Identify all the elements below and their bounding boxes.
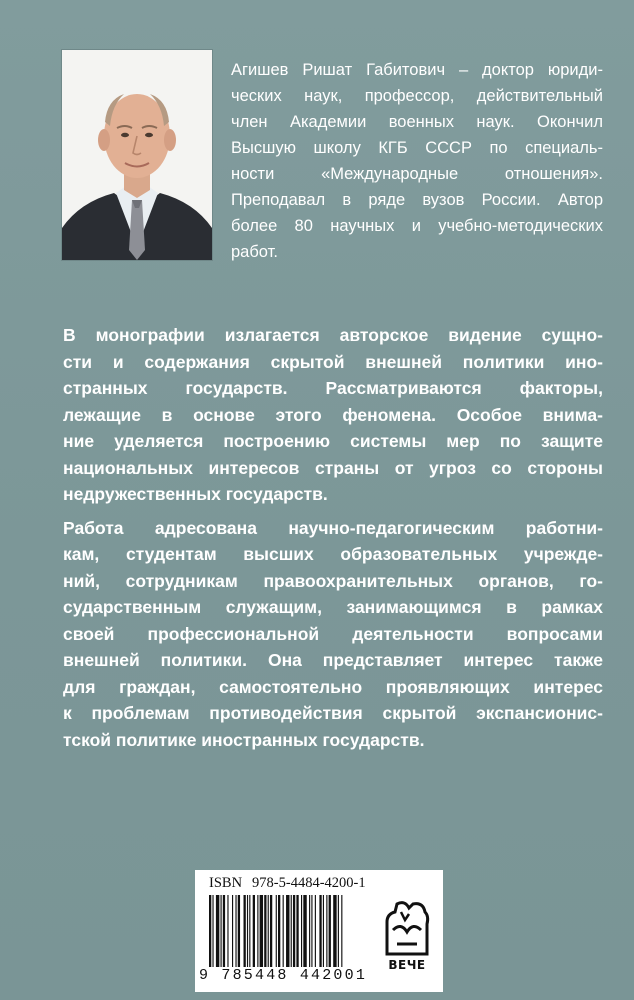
abstract-line: к проблемам противодействия скрытой экспансионис- bbox=[63, 703, 603, 723]
abstract-line: Работа адресована научно-педагогическим работни- bbox=[63, 517, 603, 538]
abstract-line: ний, сотрудникам правоохранительных органов, го- bbox=[63, 570, 603, 591]
bio-line: более 80 научных и учебно-методических bbox=[231, 217, 603, 235]
abstract-line: национальных интересов страны от угроз со стороны bbox=[63, 457, 603, 478]
abstract-line: сти и содержания скрытой внешней политики ино- bbox=[63, 351, 603, 372]
abstract-line: ние уделяется построению системы мер по защите bbox=[63, 431, 603, 451]
bio-line: Высшую школу КГБ СССР по специаль- bbox=[231, 139, 603, 157]
barcode-icon bbox=[209, 895, 375, 967]
author-photo bbox=[62, 50, 212, 260]
bio-line: работ. bbox=[231, 243, 278, 261]
barcode-digits: 9 785448 442001 bbox=[199, 967, 368, 984]
isbn-text bbox=[209, 875, 366, 892]
author-bio bbox=[231, 57, 603, 265]
abstract-line: внешней политики. Она представляет интерес также bbox=[63, 650, 603, 670]
bio-line: Агишев Ришат Габитович – доктор юриди- bbox=[231, 61, 603, 79]
isbn-label: ISBN bbox=[209, 875, 243, 891]
abstract-line: странных государств. Рассматриваются факторы, bbox=[63, 378, 603, 398]
abstract-line: недружественных государств. bbox=[63, 484, 328, 504]
author-portrait-icon bbox=[62, 50, 212, 260]
isbn-number: 978-5-4484-4200-1 bbox=[252, 875, 366, 891]
bio-line: член Академии военных наук. Окончил bbox=[231, 113, 603, 131]
veche-publisher-logo-icon bbox=[383, 900, 431, 956]
book-abstract bbox=[63, 322, 603, 753]
abstract-paragraph-1 bbox=[63, 322, 603, 508]
abstract-line: лежащие в основе этого феномена. Особое внима- bbox=[63, 404, 603, 425]
publisher-name: ВЕЧЕ bbox=[388, 958, 426, 972]
bio-line: ности «Международные отношения». bbox=[231, 165, 603, 183]
abstract-line: В монографии излагается авторское видение сущно- bbox=[63, 325, 603, 345]
abstract-line: своей профессиональной деятельности вопросами bbox=[63, 623, 603, 644]
bio-line: Преподавал в ряде вузов России. Автор bbox=[231, 191, 603, 209]
abstract-line: для граждан, самостоятельно проявляющих интерес bbox=[63, 676, 603, 697]
abstract-paragraph-2 bbox=[63, 515, 603, 754]
bio-line: ческих наук, профессор, действительный bbox=[231, 87, 603, 105]
barcode-panel bbox=[195, 870, 443, 992]
abstract-line: кам, студентам высших образовательных учрежде- bbox=[63, 544, 603, 564]
abstract-line: сударственным служащим, занимающимся в рамках bbox=[63, 597, 603, 617]
abstract-line: тской политике иностранных государств. bbox=[63, 729, 425, 750]
